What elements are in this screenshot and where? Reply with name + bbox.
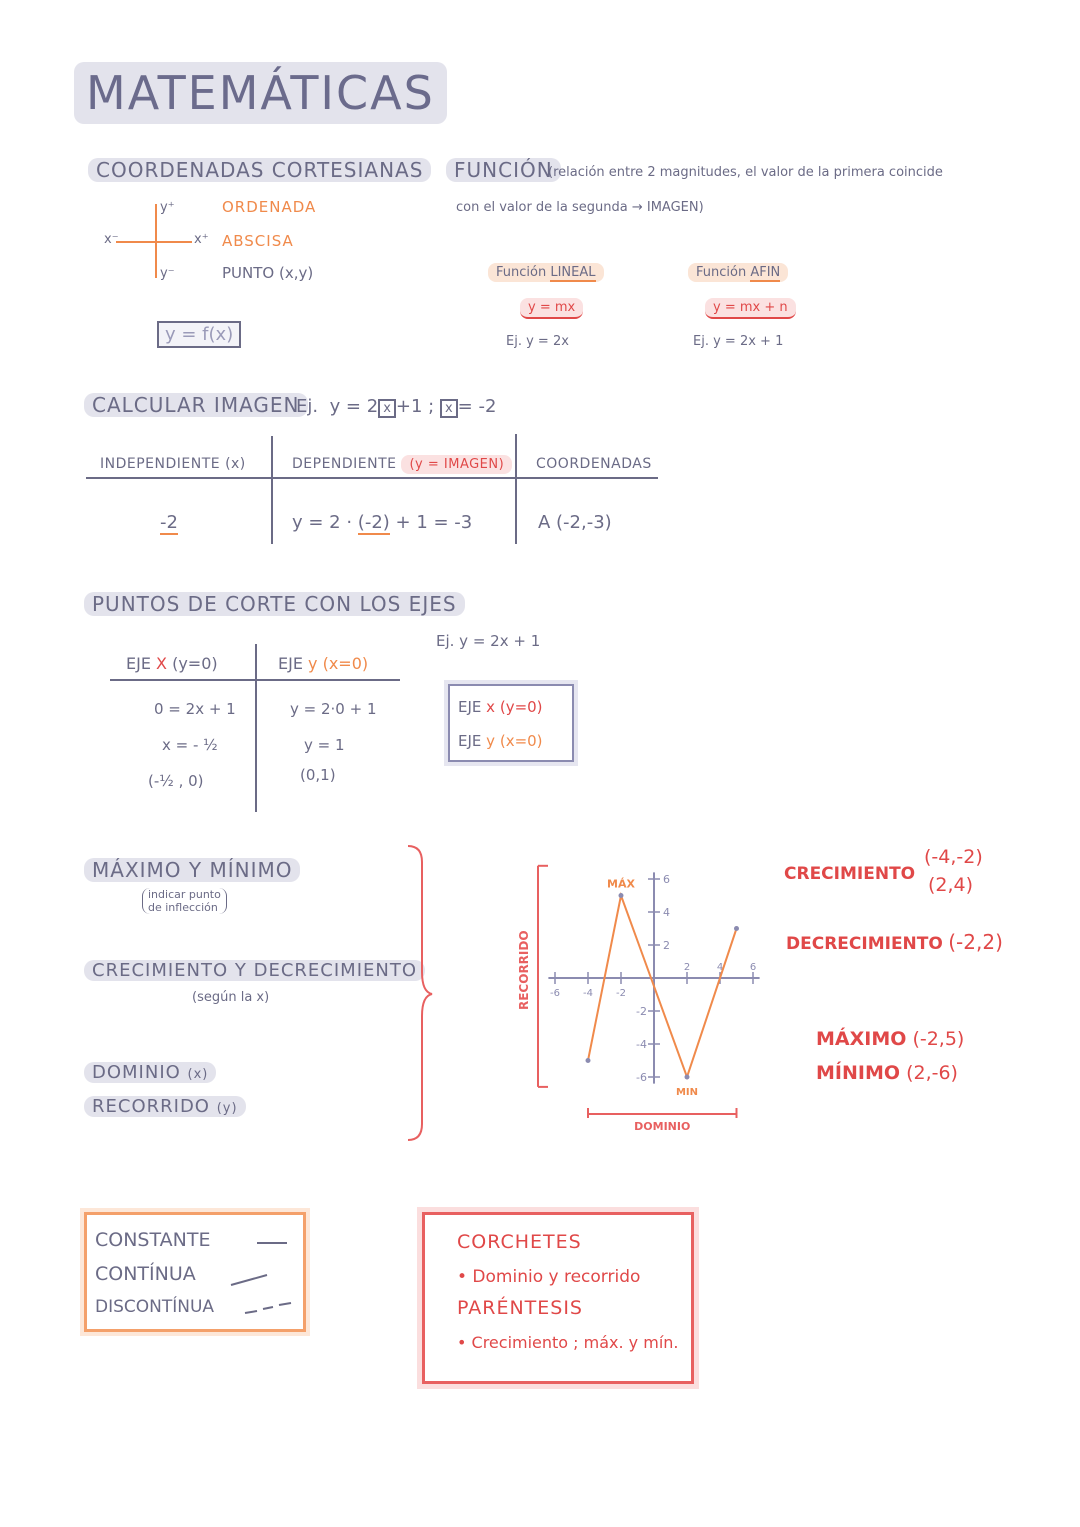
imagen-heading: CALCULAR IMAGEN [84,393,308,417]
eje-y-step-1: y = 2·0 + 1 [290,700,377,718]
ordenada-label: ORDENADA [222,198,317,216]
x-tick-label: 2 [683,962,691,973]
x-tick-label: -2 [616,988,626,999]
cell-dependiente: y = 2 · (-2) + 1 = -3 [292,512,473,533]
max-annotation: MÁX [607,877,635,891]
y-tick-label: 6 [663,873,670,886]
eje-x-step-1: 0 = 2x + 1 [154,700,236,718]
x-neg-label: x⁻ [104,232,119,247]
imagen-example: Ej. y = 2 x +1 ; x = -2 [296,396,497,417]
x-pos-label: x⁺ [194,232,209,247]
function-point [586,1058,591,1063]
cell-independiente: -2 [160,512,178,533]
cell-coordenadas: A (-2,-3) [538,512,612,533]
afin-example: Ej. y = 2x + 1 [693,334,784,349]
box-eje-y: EJE y (x=0) [458,732,543,750]
col-independiente: INDEPENDIENTE (x) [100,456,246,472]
function-notation: y = f(x) [157,324,241,345]
recorrido-label: RECORRIDO (y) [84,1096,246,1117]
corchetes-heading: CORCHETES [457,1231,582,1253]
parentesis-item: • Crecimiento ; máx. y mín. [457,1333,679,1352]
eje-y-result: (0,1) [300,766,336,784]
y-tick-label: -6 [636,1071,647,1084]
abscisa-label: ABSCISA [222,232,294,250]
funcion-desc-2: con el valor de la segunda → IMAGEN) [456,200,704,215]
function-point [619,893,624,898]
minimo-value: MÍNIMO (2,-6) [816,1062,958,1084]
col-eje-x: EJE X (y=0) [126,654,218,673]
eje-x-step-2: x = - ½ [162,736,218,754]
cortes-summary-box [448,684,574,762]
lineal-formula: y = mx [520,300,583,315]
tipo-constante: CONSTANTE [95,1229,211,1251]
function-point [734,926,739,931]
col-dependiente: DEPENDIENTE (y = IMAGEN) [292,456,512,472]
maxmin-heading: MÁXIMO Y MÍNIMO [84,858,300,882]
curly-brace [400,842,440,1144]
maximo-value: MÁXIMO (-2,5) [816,1028,965,1050]
function-graph [508,860,788,1140]
maxmin-note: indicar punto de inflección [142,888,227,914]
x-tick-label: -6 [550,988,560,999]
dominio-label: DOMINIO (x) [84,1062,216,1083]
y-tick-label: 2 [663,939,670,952]
funcion-heading: FUNCIÓN [446,158,561,182]
function-point [685,1075,690,1080]
decrecimiento-label: DECRECIMIENTO (-2,2) [786,930,1003,954]
coords-heading: COORDENADAS CORTESIANAS [88,158,431,182]
tipo-continua: CONTÍNUA [95,1263,196,1285]
tipo-discontinua: DISCONTÍNUA [95,1297,215,1317]
funcion-afin: Función AFIN [688,265,788,280]
x-tick-label: 4 [716,962,724,973]
eje-y-step-2: y = 1 [304,736,345,754]
crecimiento-label: CRECIMIENTO [784,864,916,884]
y-tick-label: -4 [636,1038,647,1051]
col-coordenadas: COORDENADAS [536,456,652,472]
afin-formula: y = mx + n [705,300,796,315]
corchetes-item: • Dominio y recorrido [457,1267,641,1287]
function-line [588,896,737,1078]
x-tick-label: 6 [749,962,757,973]
cortes-heading: PUNTOS DE CORTE CON LOS EJES [84,592,465,616]
tipos-line-samples [87,1215,303,1329]
crecimiento-heading: CRECIMIENTO Y DECRECIMIENTO [84,960,425,981]
recorrido-label: RECORRIDO [517,930,531,1010]
col-eje-y: EJE y (x=0) [278,654,369,673]
corchetes-box [422,1212,694,1384]
y-neg-label: y⁻ [160,266,175,281]
page-title: MATEMÁTICAS [74,66,447,120]
box-eje-x: EJE x (y=0) [458,698,543,716]
punto-label: PUNTO (x,y) [222,264,314,282]
tipos-box [84,1212,306,1332]
lineal-example: Ej. y = 2x [506,334,569,349]
y-pos-label: y⁺ [160,200,175,215]
crecimiento-note: (según la x) [192,990,270,1005]
y-tick-label: -2 [636,1005,647,1018]
y-tick-label: 4 [663,906,670,919]
crecimiento-interval-2: (2,4) [928,874,974,896]
parentesis-heading: PARÉNTESIS [457,1297,583,1319]
cortes-example: Ej. y = 2x + 1 [436,632,541,650]
min-annotation: MIN [675,1087,699,1098]
funcion-lineal: Función LINEAL [488,265,604,280]
eje-x-result: (-½ , 0) [148,772,204,790]
dominio-label: DOMINIO [634,1120,691,1133]
crecimiento-interval-1: (-4,-2) [924,846,983,868]
x-tick-label: -4 [583,988,593,999]
funcion-desc-1: (relación entre 2 magnitudes, el valor de la primera coincide [548,165,943,180]
